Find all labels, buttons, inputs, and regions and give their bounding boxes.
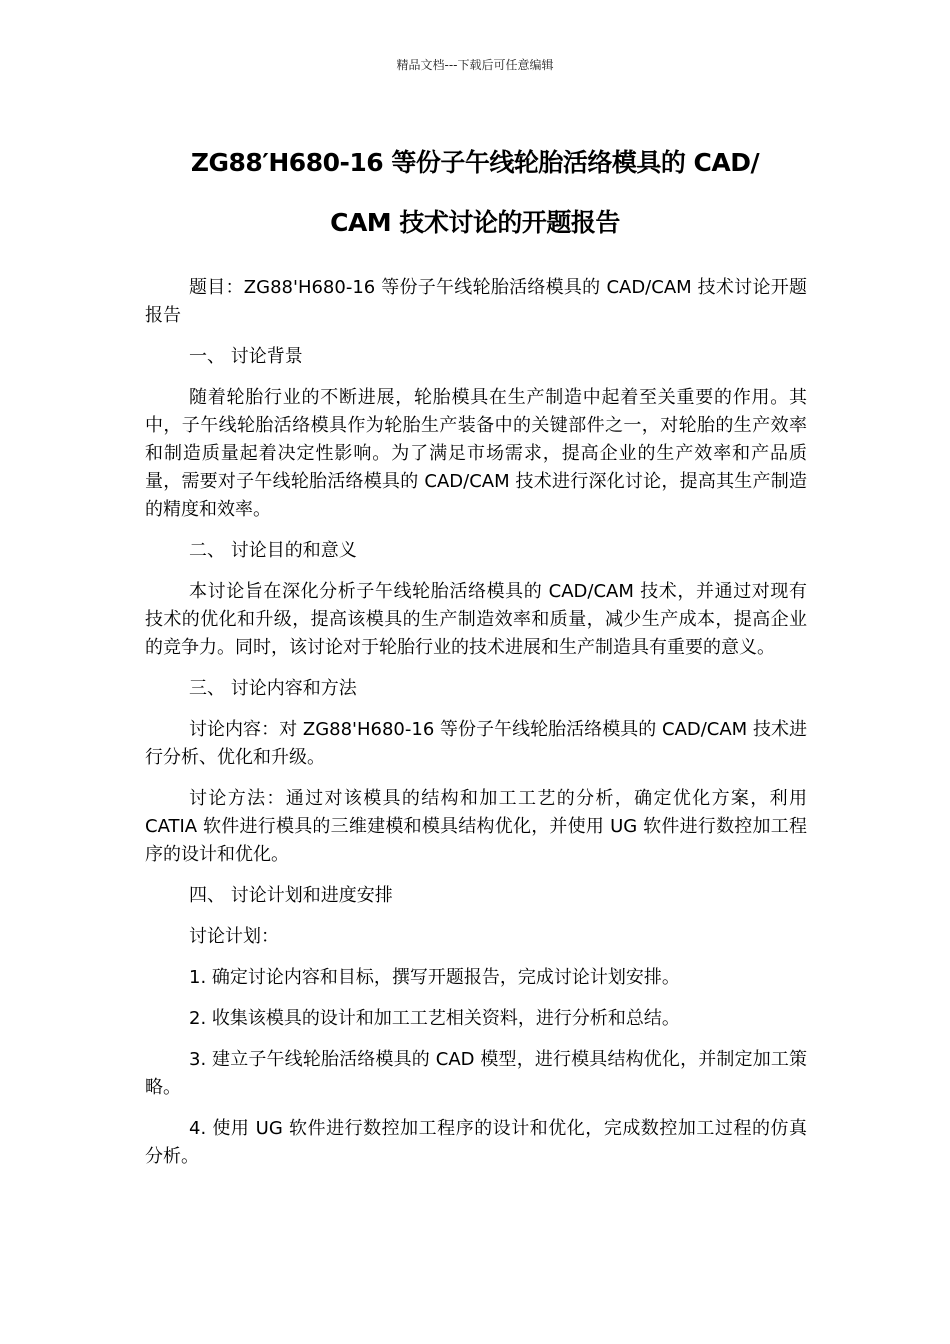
title-line-1: ZG88′H680-16 等份子午线轮胎活络模具的 CAD/ (190, 148, 760, 177)
method-paragraph: 讨论方法：通过对该模具的结构和加工工艺的分析，确定优化方案，利用 CATIA 软件进行模具的三维建模和模具结构优化，并使用 UG 软件进行数控加工程序的设计和优化。 (145, 788, 807, 865)
section-heading-background: 一、 讨论背景 (189, 346, 303, 367)
section-heading-content-method: 三、 讨论内容和方法 (189, 678, 357, 699)
document-body (145, 274, 807, 1184)
subject-paragraph: 题目：ZG88'H680-16 等份子午线轮胎活络模具的 CAD/CAM 技术讨论开题报告 (145, 277, 807, 326)
plan-item-2: 2. 收集该模具的设计和加工工艺相关资料，进行分析和总结。 (189, 1008, 680, 1029)
background-paragraph: 随着轮胎行业的不断进展，轮胎模具在生产制造中起着至关重要的作用。其中，子午线轮胎活络模具作为轮胎生产装备中的关键部件之一，对轮胎的生产效率和制造质量起着决定性影响。为了满足市场需求，提高企业的生产效率和产品质量，需要对子午线轮胎活络模具的 CAD/CAM 技术进行深化讨论，提高其生产制造的精度和效率。 (145, 387, 807, 520)
purpose-paragraph: 本讨论旨在深化分析子午线轮胎活络模具的 CAD/CAM 技术，并通过对现有技术的优化和升级，提高该模具的生产制造效率和质量，减少生产成本，提高企业的竞争力。同时，该讨论对于轮胎行业的技术进展和生产制造具有重要的意义。 (145, 581, 807, 658)
plan-label: 讨论计划： (189, 926, 279, 947)
plan-item-1: 1. 确定讨论内容和目标，撰写开题报告，完成讨论计划安排。 (189, 967, 680, 988)
section-heading-plan: 四、 讨论计划和进度安排 (189, 885, 393, 906)
content-paragraph: 讨论内容：对 ZG88'H680-16 等份子午线轮胎活络模具的 CAD/CAM 技术进行分析、优化和升级。 (145, 719, 807, 768)
section-heading-purpose: 二、 讨论目的和意义 (189, 540, 357, 561)
document-title (145, 133, 805, 253)
plan-item-3: 3. 建立子午线轮胎活络模具的 CAD 模型，进行模具结构优化，并制定加工策略。 (145, 1049, 807, 1098)
header-note: 精品文档---下载后可任意编辑 (396, 58, 554, 72)
plan-item-4: 4. 使用 UG 软件进行数控加工程序的设计和优化，完成数控加工过程的仿真分析。 (145, 1118, 807, 1167)
title-line-2: CAM 技术讨论的开题报告 (330, 208, 620, 237)
